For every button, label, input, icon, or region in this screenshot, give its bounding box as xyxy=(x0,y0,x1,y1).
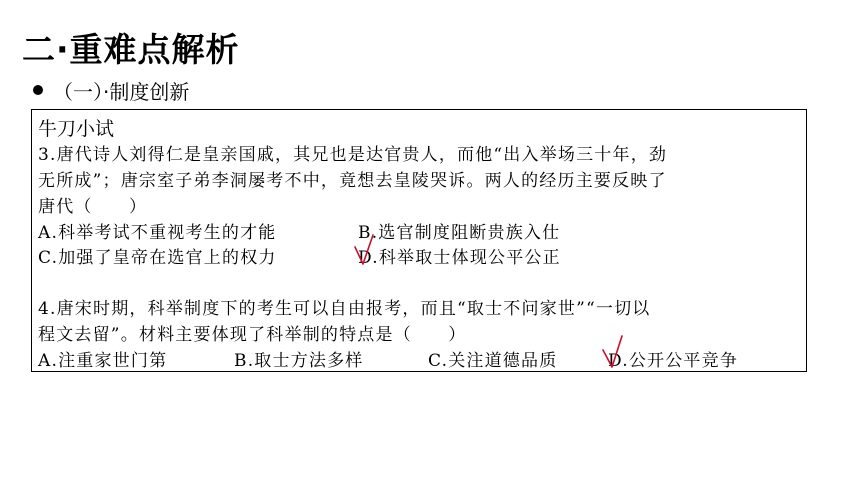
exercise-box xyxy=(31,109,807,372)
q4-text-line-2: 程文去留”。材料主要体现了科举制的特点是（ ） xyxy=(38,325,467,345)
q3-text-line-1: 3.唐代诗人刘得仁是皇亲国戚，其兄也是达官贵人，而他“出入举场三十年，劲 xyxy=(38,145,668,165)
q4-option-d: D.公开公平竞争 xyxy=(608,351,739,371)
q3-option-a: A.科举考试不重视考生的才能 xyxy=(38,223,277,243)
q3-text-line-2: 无所成”；唐宗室子弟李洞屡考不中，竟想去皇陵哭诉。两人的经历主要反映了 xyxy=(38,171,667,191)
section-bullet xyxy=(33,76,189,104)
q3-option-b: B.选官制度阻断贵族入仕 xyxy=(358,223,561,243)
q3-text-line-3: 唐代（ ） xyxy=(38,197,148,217)
exercise-heading: 牛刀小试 xyxy=(38,118,115,140)
q3-options-row-1 xyxy=(38,218,798,242)
q4-option-a: A.注重家世门第 xyxy=(38,351,168,371)
q4-checkmark-icon xyxy=(602,334,624,368)
q4-text-line-1: 4.唐宋时期，科举制度下的考生可以自由报考，而且“取士不问家世”“一切以 xyxy=(38,299,651,319)
q3-option-d: D.科举取士体现公平公正 xyxy=(358,248,561,268)
q4-options-row xyxy=(38,346,798,370)
q3-option-c: C.加强了皇帝在选官上的权力 xyxy=(38,248,277,268)
bullet-dot-icon xyxy=(33,85,43,95)
page-title: 二·重难点解析 xyxy=(22,30,240,69)
section-label: （一）·制度创新 xyxy=(53,79,190,104)
q4-option-b: B.取士方法多样 xyxy=(234,351,364,371)
q3-options-row-2 xyxy=(38,243,798,267)
q4-option-c: C.关注道德品质 xyxy=(428,351,558,371)
q3-checkmark-icon xyxy=(354,233,376,267)
